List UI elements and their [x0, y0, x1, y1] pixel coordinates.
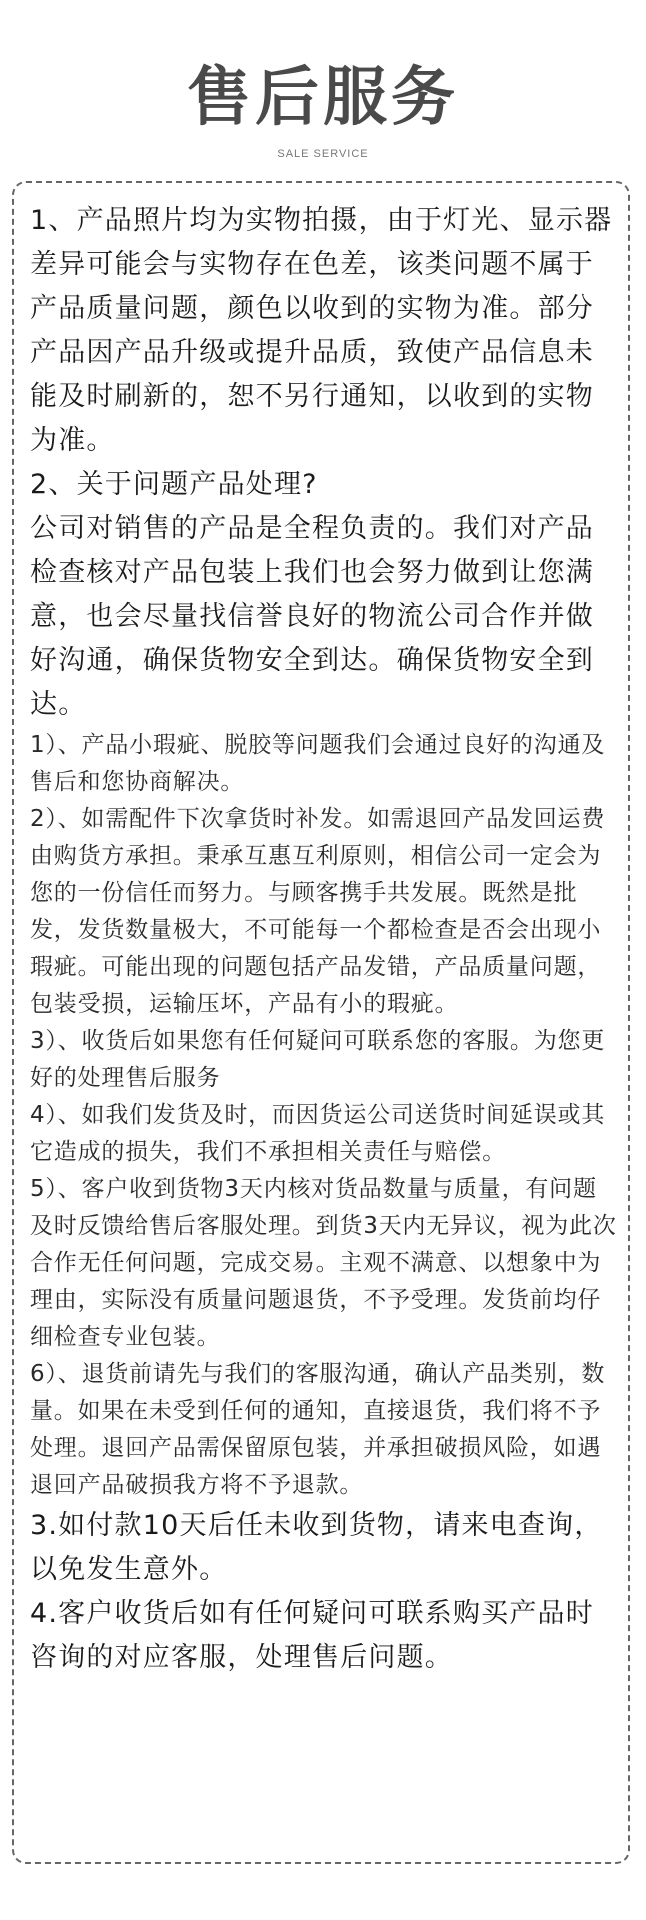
service-terms	[30, 199, 620, 1680]
page-header	[0, 0, 646, 170]
paragraph-2-body: 公司对销售的产品是全程负责的。我们对产品检查核对产品包装上我们也会努力做到让您满意，也会尽量找信誉良好的物流公司合作并做好沟通，确保货物安全到达。确保货物安全到达。	[30, 513, 594, 720]
paragraph-1: 1、产品照片均为实物拍摄，由于灯光、显示器差异可能会与实物存在色差，该类问题不属于产品质量问题，颜色以收到的实物为准。部分产品因产品升级或提升品质，致使产品信息未能及时刷新的，恕不另行通知，以收到的实物为准。	[30, 205, 613, 456]
paragraph-4: 4.客户收货后如有任何疑问可联系购买产品时咨询的对应客服，处理售后问题。	[30, 1598, 594, 1673]
terms-item-4: 4）、如我们发货及时，而因货运公司送货时间延误或其它造成的损失，我们不承担相关责任与赔偿。	[30, 1102, 606, 1165]
terms-item-6: 6）、退货前请先与我们的客服沟通，确认产品类别，数量。如果在未受到任何的通知，直接退货，我们将不予处理。退回产品需保留原包装，并承担破损风险，如遇退回产品破损我方将不予退款。	[30, 1361, 606, 1498]
page-subtitle: SALE SERVICE	[277, 148, 369, 160]
terms-item-5: 5）、客户收到货物3天内核对货品数量与质量，有问题及时反馈给售后客服处理。到货3天内无异议，视为此次合作无任何问题，完成交易。主观不满意、以想象中为理由，实际没有质量问题退货，不予受理。发货前均仔细检查专业包装。	[30, 1176, 617, 1350]
terms-item-1: 1）、产品小瑕疵、脱胶等问题我们会通过良好的沟通及售后和您协商解决。	[30, 732, 606, 795]
terms-item-2: 2）、如需配件下次拿货时补发。如需退回产品发回运费由购货方承担。秉承互惠互利原则，相信公司一定会为您的一份信任而努力。与顾客携手共发展。既然是批发，发货数量极大，不可能每一个都检查是否会出现小瑕疵。可能出现的问题包括产品发错，产品质量问题，包装受损，运输压坏，产品有小的瑕疵。	[30, 806, 606, 1017]
terms-item-3: 3）、收货后如果您有任何疑问可联系您的客服。为您更好的处理售后服务	[30, 1028, 606, 1091]
paragraph-3: 3.如付款10天后任未收到货物，请来电查询，以免发生意外。	[30, 1510, 603, 1585]
page-title: 售后服务	[187, 61, 459, 135]
paragraph-2-title: 2、关于问题产品处理?	[30, 469, 318, 500]
